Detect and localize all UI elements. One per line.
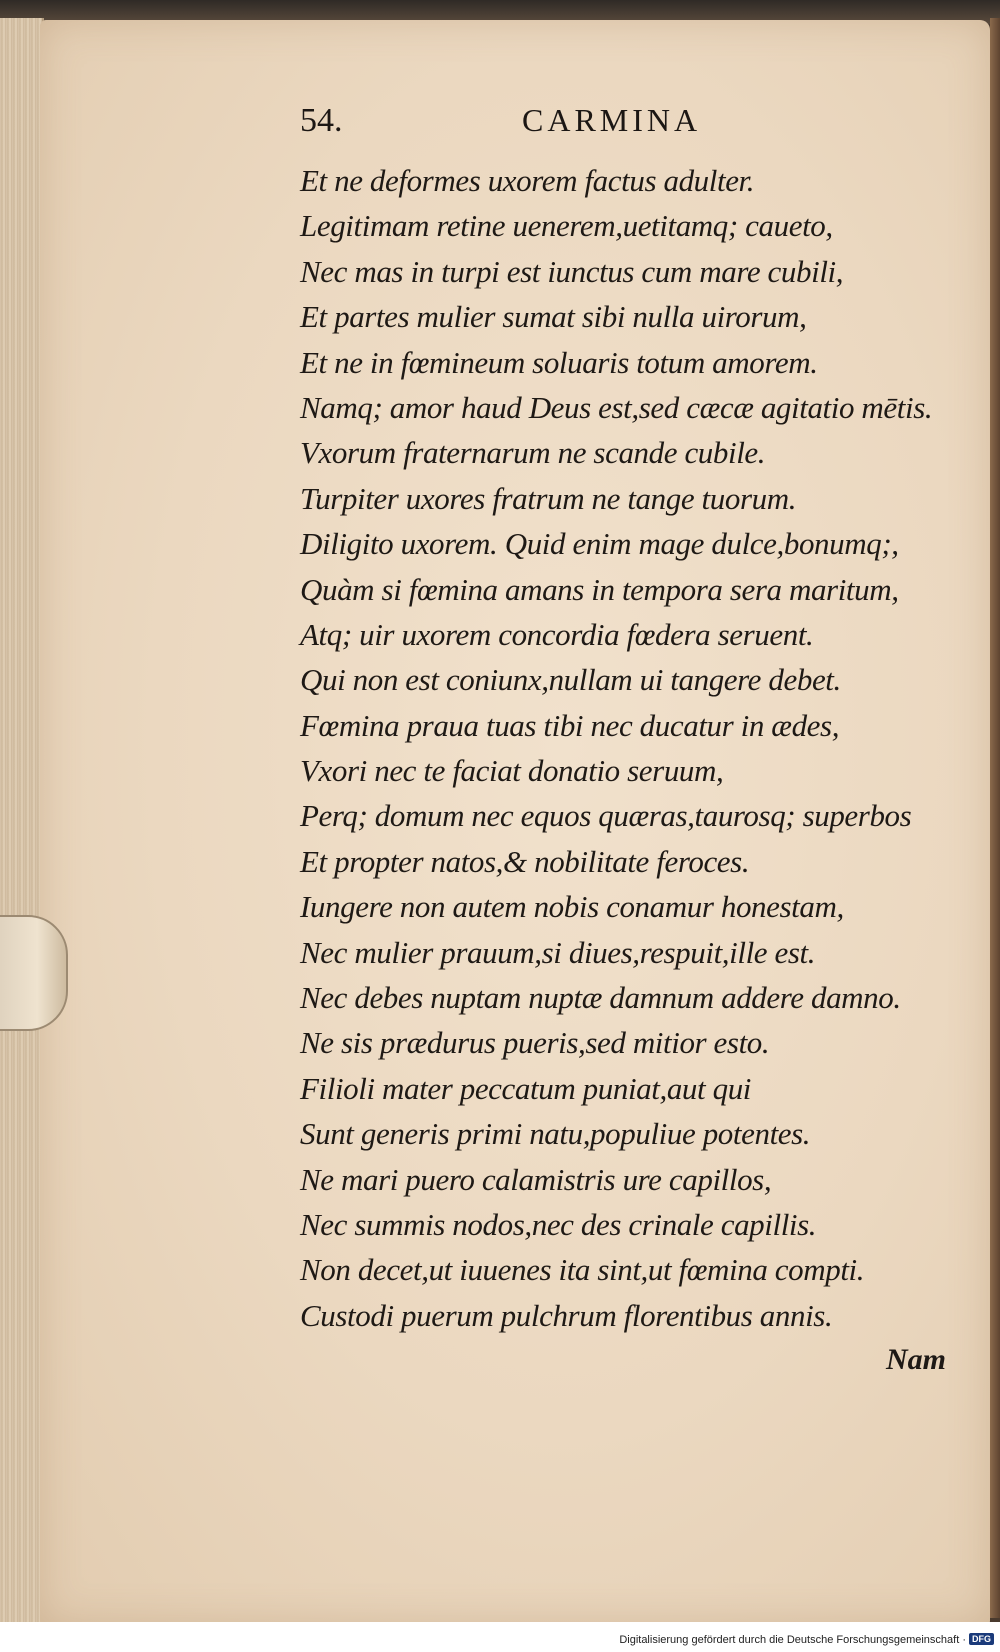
dfg-logo: DFG [969,1633,994,1645]
verse-line: Vxori nec te faciat donatio seruum, [300,753,724,789]
verse-line: Sunt generis primi natu,populiue potentes. [300,1116,811,1152]
verse-line: Nec mas in turpi est iunctus cum mare cubili, [300,253,844,289]
verse-line: Perq; domum nec equos quæras,taurosq; superbos [300,798,912,834]
verse-line: Ne sis prædurus pueris,sed mitior esto. [300,1025,770,1061]
verse-line: Nec debes nuptam nuptæ damnum addere damno. [300,980,901,1016]
verse-line: Qui non est coniunx,nullam ui tangere debet. [300,662,841,698]
verse-line: Nec summis nodos,nec des crinale capillis. [300,1206,817,1242]
verse-line: Quàm si fœmina amans in tempora sera maritum, [300,571,899,607]
page-number: 54. [300,102,343,139]
verse-line: Et ne deformes uxorem factus adulter. [300,163,755,198]
running-title: CARMINA [522,102,702,138]
verse-line: Nec mulier prauum,si diues,respuit,ille est. [300,934,816,970]
verse-line: Et partes mulier sumat sibi nulla uirorum, [300,299,807,335]
verse-line: Et propter natos,& nobilitate feroces. [300,843,750,879]
verse-line: Atq; uir uxorem concordia fœdera seruent. [300,616,814,652]
verse-lines [300,158,970,1338]
digitization-credit: Digitalisierung gefördert durch die Deutsche Forschungsgemeinschaft · [619,1634,966,1646]
book-binding-edge [990,18,1000,1618]
verse-line: Vxorum fraternarum ne scande cubile. [300,435,766,471]
verse-line: Custodi puerum pulchrum florentibus annis. [300,1297,833,1333]
page-header [300,102,740,142]
verse-line: Filioli mater peccatum puniat,aut qui [300,1070,752,1106]
verse-line: Namq; amor haud Deus est,sed cæcæ agitatio mētis. [300,389,933,425]
book-clasp [0,915,68,1031]
verse-line: Fœmina praua tuas tibi nec ducatur in ædes, [300,707,840,743]
book-page-edges [0,18,44,1638]
verse-line: Ne mari puero calamistris ure capillos, [300,1161,772,1197]
verse-line: Turpiter uxores fratrum ne tange tuorum. [300,480,797,516]
catchword: Nam [886,1343,946,1376]
verse-line: Diligito uxorem. Quid enim mage dulce,bonumq;, [300,526,899,562]
verse-line: Legitimam retine uenerem,uetitamq; caueto, [300,208,833,244]
verse-line: Non decet,ut iuuenes ita sint,ut fœmina compti. [300,1252,865,1288]
verse-line: Et ne in fœmineum soluaris totum amorem. [300,344,818,380]
verse-line: Iungere non autem nobis conamur honestam, [300,889,844,925]
